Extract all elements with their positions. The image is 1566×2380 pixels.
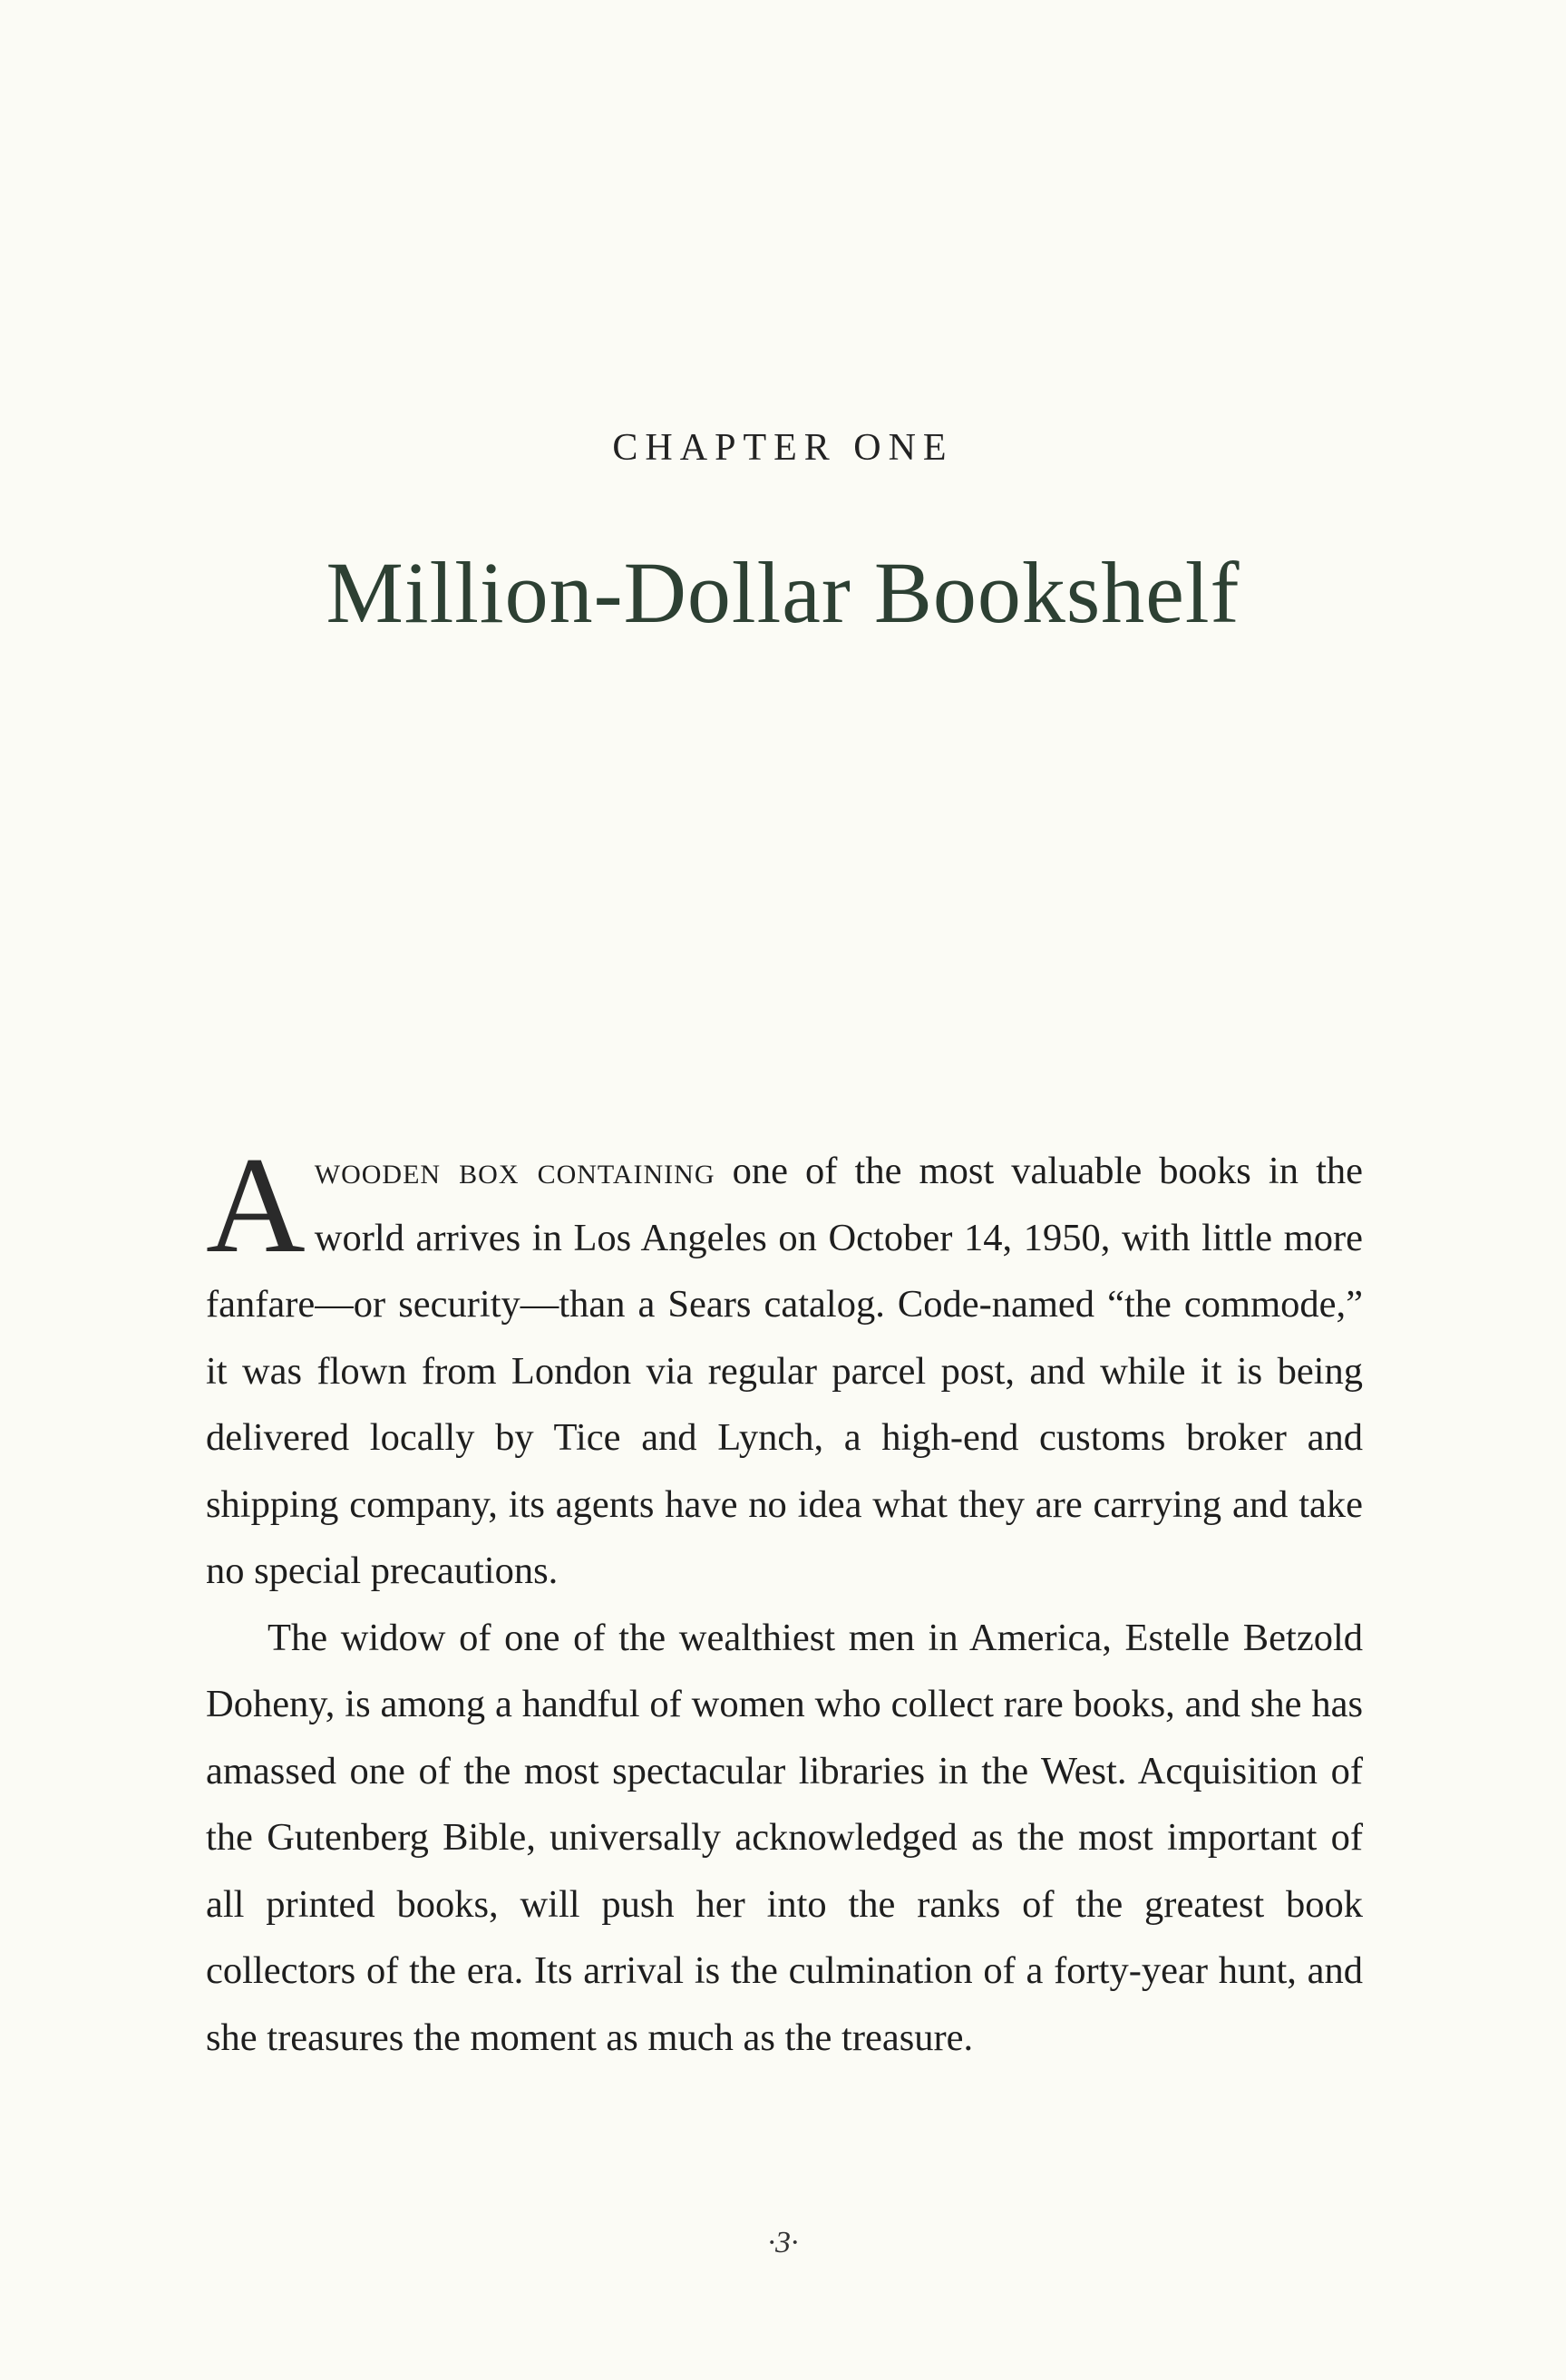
chapter-title: Million-Dollar Bookshelf <box>326 544 1240 641</box>
drop-cap: A <box>206 1129 306 1281</box>
opening-small-caps: wooden box containing <box>314 1150 715 1192</box>
paragraph-1 <box>206 1129 1363 1605</box>
paragraph-2: The widow of one of the wealthiest men in America, Estelle Betzold Doheny, is among a handful of women who collect rare books, and she has amassed one of the most spectacular libraries in the West. Acquisition of the Gutenberg Bible, universally acknowledged as the most important of all printed books, will push her into the ranks of the greatest book collectors of the era. Its arrival is the culmination of a forty-year hunt, and she treasures the moment as much as the treasure. <box>206 1616 1363 2059</box>
chapter-label: CHAPTER ONE <box>612 427 954 469</box>
page-number: ·3· <box>767 2226 799 2259</box>
paragraph-1-text: one of the most valuable books in the world arrives in Los Angeles on October 14, 1950, with little more fanfare—or security—than a Sears catalog. Code-named “the commode,” it was flown from London via regular parcel post, and while it is being delivered locally by Tice and Lynch, a high-end customs broker and shipping company, its agents have no idea what they are carrying and take no special precautions. <box>206 1150 1363 1592</box>
chapter-body <box>206 1129 1363 2071</box>
